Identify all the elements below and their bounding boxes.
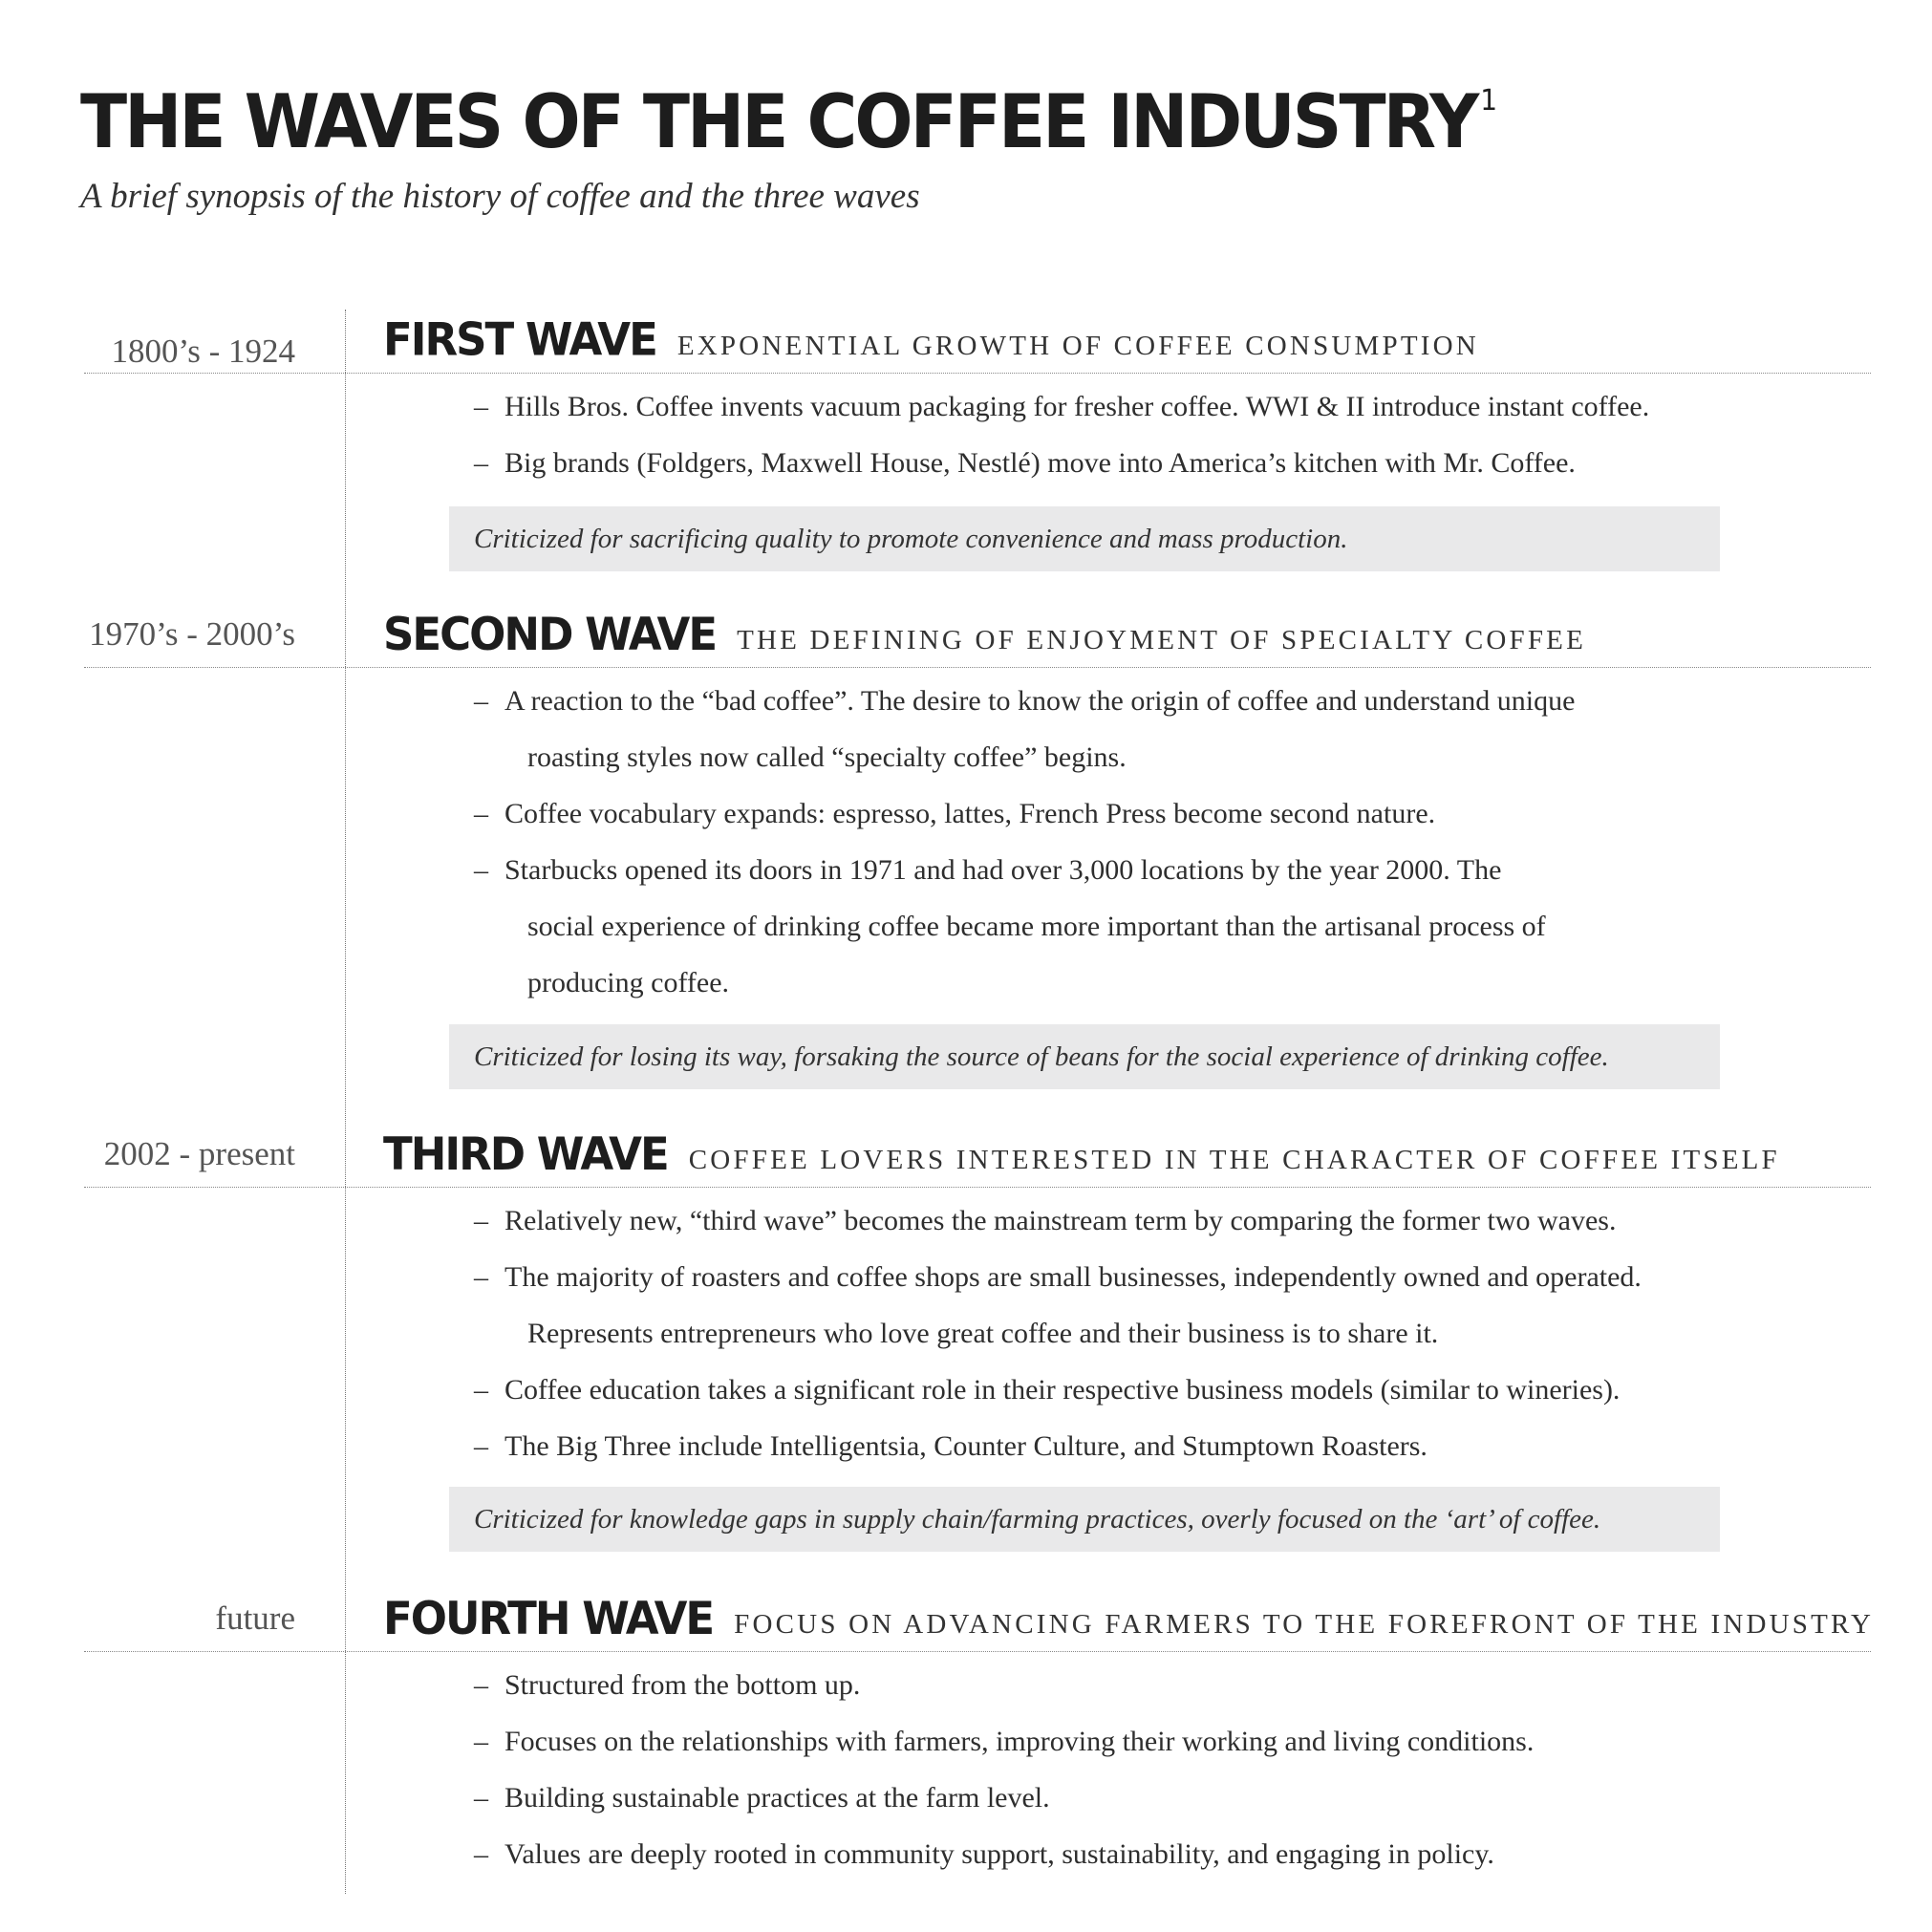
bullet-text: Values are deeply rooted in community support, sustainability, and engaging in policy. bbox=[504, 1838, 1494, 1870]
title-footnote: 1 bbox=[1480, 82, 1498, 118]
bullet-text: Represents entrepreneurs who love great coffee and their business is to share it. bbox=[527, 1318, 1439, 1349]
title-text: THE WAVES OF THE COFFEE INDUSTRY bbox=[80, 77, 1477, 165]
wave-heading bbox=[383, 1127, 1780, 1185]
dash-icon: – bbox=[474, 1838, 488, 1870]
bullet-text: Starbucks opened its doors in 1971 and had over 3,000 locations by the year 2000. The bbox=[504, 854, 1502, 886]
bullet-item bbox=[474, 1713, 1534, 1770]
dash-icon: – bbox=[474, 798, 488, 829]
bullet-item bbox=[474, 673, 1575, 785]
wave-heading bbox=[383, 607, 1587, 665]
bullet-item bbox=[474, 1418, 1642, 1474]
bullet-item bbox=[474, 435, 1649, 491]
dash-icon: – bbox=[474, 1374, 488, 1406]
bullet-text: Structured from the bottom up. bbox=[504, 1669, 861, 1701]
bullet-list bbox=[474, 1657, 1534, 1882]
wave-date: 1800’s - 1924 bbox=[111, 333, 295, 370]
wave-heading bbox=[383, 312, 1479, 371]
page-subtitle: A brief synopsis of the history of coffee and the three waves bbox=[80, 177, 920, 216]
wave-name: SECOND WAVE bbox=[383, 607, 717, 661]
section-divider bbox=[84, 373, 1871, 374]
wave-date: 1970’s - 2000’s bbox=[89, 615, 295, 653]
wave-description: COFFEE LOVERS INTERESTED IN THE CHARACTER OF COFFEE ITSELF bbox=[688, 1145, 1780, 1175]
bullet-text: Relatively new, “third wave” becomes the mainstream term by comparing the former two waves. bbox=[504, 1205, 1617, 1236]
bullet-item bbox=[474, 1362, 1642, 1418]
section-divider bbox=[84, 1651, 1871, 1652]
section-divider bbox=[84, 1187, 1871, 1188]
bullet-text: roasting styles now called “specialty coffee” begins. bbox=[527, 741, 1127, 773]
dash-icon: – bbox=[474, 1669, 488, 1701]
bullet-text: Focuses on the relationships with farmers, improving their working and living conditions. bbox=[504, 1726, 1535, 1757]
timeline-line bbox=[345, 310, 346, 1894]
bullet-list bbox=[474, 673, 1575, 1011]
dash-icon: – bbox=[474, 1726, 488, 1757]
wave-name: FIRST WAVE bbox=[383, 312, 656, 367]
wave-heading bbox=[383, 1591, 1875, 1649]
dash-icon: – bbox=[474, 1205, 488, 1236]
bullet-list bbox=[474, 378, 1649, 491]
criticism-callout: Criticized for sacrificing quality to promote convenience and mass production. bbox=[449, 506, 1720, 571]
bullet-text: A reaction to the “bad coffee”. The desire to know the origin of coffee and understand unique bbox=[504, 685, 1576, 717]
bullet-text: Coffee education takes a significant role in their respective business models (similar to wineries). bbox=[504, 1374, 1621, 1406]
wave-description: EXPONENTIAL GROWTH OF COFFEE CONSUMPTION bbox=[676, 331, 1479, 361]
bullet-text: The majority of roasters and coffee shops are small businesses, independently owned and operated. bbox=[504, 1261, 1642, 1293]
dash-icon: – bbox=[474, 1261, 488, 1293]
dash-icon: – bbox=[474, 391, 488, 422]
bullet-item bbox=[474, 1192, 1642, 1249]
bullet-item bbox=[474, 1826, 1534, 1882]
bullet-item bbox=[474, 378, 1649, 435]
wave-description: THE DEFINING OF ENJOYMENT OF SPECIALTY COFFEE bbox=[737, 625, 1587, 655]
bullet-text: The Big Three include Intelligentsia, Counter Culture, and Stumptown Roasters. bbox=[504, 1430, 1428, 1462]
bullet-text: Hills Bros. Coffee invents vacuum packaging for fresher coffee. WWI & II introduce instant coffee. bbox=[504, 391, 1650, 422]
bullet-item bbox=[474, 1770, 1534, 1826]
wave-date: 2002 - present bbox=[103, 1135, 295, 1172]
wave-description: FOCUS ON ADVANCING FARMERS TO THE FOREFRONT OF THE INDUSTRY bbox=[734, 1609, 1875, 1640]
bullet-list bbox=[474, 1192, 1642, 1474]
bullet-text: social experience of drinking coffee became more important than the artisanal process of bbox=[527, 911, 1546, 942]
dash-icon: – bbox=[474, 854, 488, 886]
bullet-text: producing coffee. bbox=[527, 967, 730, 998]
bullet-item bbox=[474, 842, 1575, 1011]
bullet-text: Coffee vocabulary expands: espresso, lattes, French Press become second nature. bbox=[504, 798, 1436, 829]
bullet-text: Big brands (Foldgers, Maxwell House, Nestlé) move into America’s kitchen with Mr. Coffee. bbox=[504, 447, 1576, 479]
dash-icon: – bbox=[474, 447, 488, 479]
bullet-item bbox=[474, 1657, 1534, 1713]
wave-name: THIRD WAVE bbox=[383, 1127, 668, 1181]
page-title bbox=[80, 77, 1498, 165]
dash-icon: – bbox=[474, 685, 488, 717]
bullet-item bbox=[474, 785, 1575, 842]
dash-icon: – bbox=[474, 1430, 488, 1462]
wave-name: FOURTH WAVE bbox=[383, 1591, 714, 1645]
criticism-callout: Criticized for losing its way, forsaking the source of beans for the social experience of drinking coffee. bbox=[449, 1024, 1720, 1089]
dash-icon: – bbox=[474, 1782, 488, 1814]
criticism-callout: Criticized for knowledge gaps in supply chain/farming practices, overly focused on the ‘art’ of coffee. bbox=[449, 1487, 1720, 1552]
section-divider bbox=[84, 667, 1871, 668]
bullet-item bbox=[474, 1249, 1642, 1362]
wave-date: future bbox=[215, 1599, 295, 1637]
bullet-text: Building sustainable practices at the farm level. bbox=[504, 1782, 1050, 1814]
